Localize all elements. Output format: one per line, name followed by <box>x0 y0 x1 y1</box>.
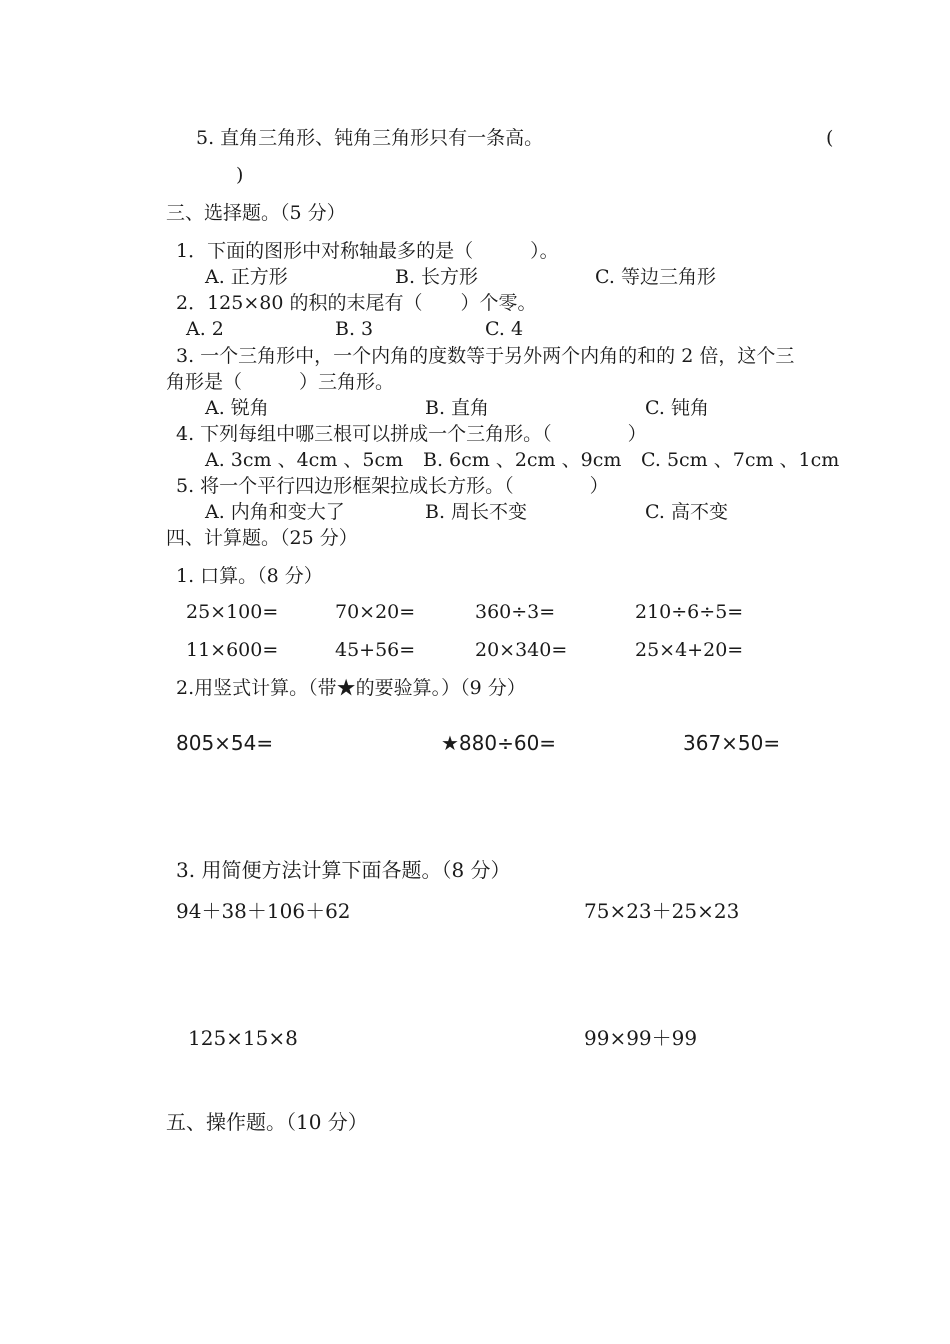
q4-option-b: B. 6cm 、2cm 、9cm <box>423 449 622 471</box>
q1-option-c: C. 等边三角形 <box>595 266 716 288</box>
section-3-title: 三、选择题。（5 分） <box>166 202 346 224</box>
vertical-calc-title: 2.用竖式计算。（带★的要验算。）（9 分） <box>176 677 526 699</box>
q4-option-c: C. 5cm 、7cm 、1cm <box>641 449 840 471</box>
tf-item-5-paren-open: ( <box>826 127 834 149</box>
q2-option-a: A. 2 <box>186 318 224 340</box>
q3-option-b: B. 直角 <box>425 397 490 419</box>
q3-option-a: A. 锐角 <box>205 397 269 419</box>
oral-problem: 25×100= <box>186 601 279 623</box>
q4-stem: 4. 下列每组中哪三根可以拼成一个三角形。（ ） <box>176 423 647 445</box>
q1-option-a: A. 正方形 <box>205 266 288 288</box>
simplify-problem: 99×99＋99 <box>584 1026 698 1050</box>
simplify-problem: 94＋38＋106＋62 <box>176 899 351 923</box>
vertical-problem: 367×50= <box>683 731 781 755</box>
vertical-problem: 805×54= <box>176 731 274 755</box>
simplify-calc-title: 3. 用简便方法计算下面各题。（8 分） <box>176 858 511 882</box>
section-5-title: 五、操作题。（10 分） <box>166 1110 368 1134</box>
q5-option-c: C. 高不变 <box>645 501 728 523</box>
vertical-problem: ★880÷60= <box>441 731 557 755</box>
tf-item-5-paren-close: ) <box>236 164 244 186</box>
q3-stem-line-2: 角形是（ ）三角形。 <box>166 371 395 393</box>
oral-problem: 25×4+20= <box>635 639 744 661</box>
simplify-problem: 75×23＋25×23 <box>584 899 740 923</box>
oral-problem: 360÷3= <box>475 601 556 623</box>
q2-option-b: B. 3 <box>335 318 374 340</box>
oral-calc-title: 1. 口算。（8 分） <box>176 565 323 587</box>
oral-problem: 20×340= <box>475 639 568 661</box>
q5-stem: 5. 将一个平行四边形框架拉成长方形。（ ） <box>176 475 609 497</box>
tf-item-5-text: 5. 直角三角形、钝角三角形只有一条高。 <box>196 127 544 149</box>
section-4-title: 四、计算题。（25 分） <box>166 527 358 549</box>
q3-stem-line-1: 3. 一个三角形中，一个内角的度数等于另外两个内角的和的 2 倍，这个三 <box>176 345 795 367</box>
oral-problem: 210÷6÷5= <box>635 601 744 623</box>
q2-stem: 2．125×80 的积的末尾有（ ）个零。 <box>176 292 537 314</box>
q4-option-a: A. 3cm 、4cm 、5cm <box>205 449 404 471</box>
q3-option-c: C. 钝角 <box>645 397 709 419</box>
q1-stem: 1．下面的图形中对称轴最多的是（ ）。 <box>176 240 559 262</box>
oral-problem: 45+56= <box>335 639 416 661</box>
simplify-problem: 125×15×8 <box>188 1026 298 1050</box>
oral-problem: 11×600= <box>186 639 279 661</box>
q1-option-b: B. 长方形 <box>395 266 479 288</box>
q5-option-a: A. 内角和变大了 <box>205 501 345 523</box>
q2-option-c: C. 4 <box>485 318 524 340</box>
q5-option-b: B. 周长不变 <box>425 501 528 523</box>
oral-problem: 70×20= <box>335 601 416 623</box>
